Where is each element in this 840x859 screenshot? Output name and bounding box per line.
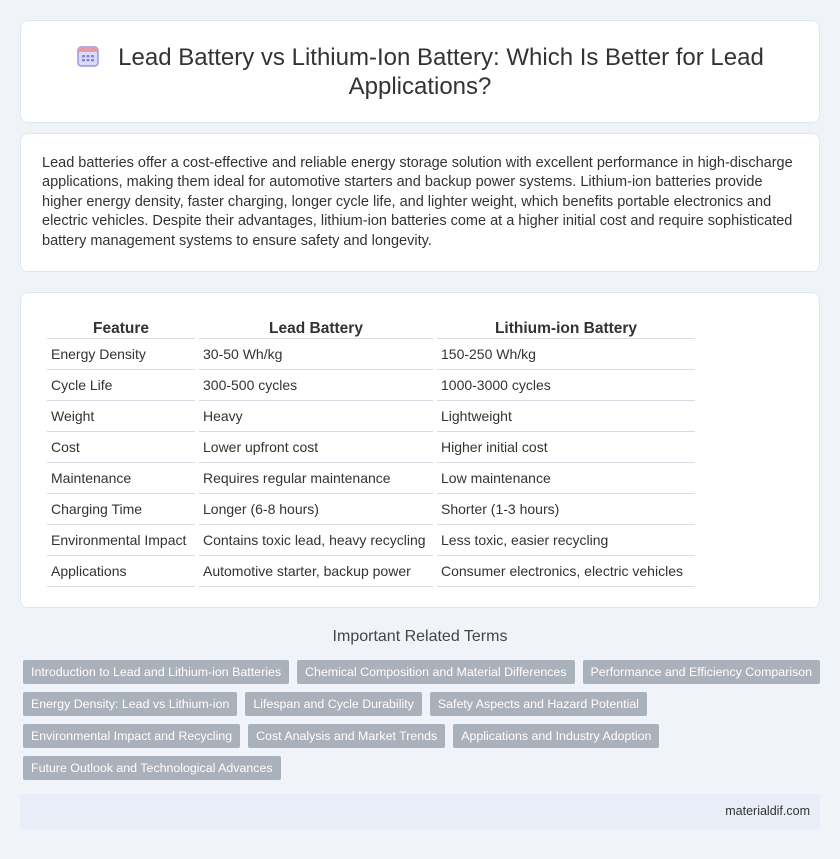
header-lead-battery: Lead Battery [199,315,433,339]
related-terms-title: Important Related Terms [332,628,508,645]
related-term-tag[interactable]: Future Outlook and Technological Advances [23,756,281,780]
related-term-tag[interactable]: Chemical Composition and Material Differences [297,660,574,684]
lead-cell: Contains toxic lead, heavy recycling [199,525,433,556]
related-term-tag[interactable]: Performance and Efficiency Comparison [583,660,821,684]
lead-cell: 300-500 cycles [199,370,433,401]
lead-cell: Lower upfront cost [199,432,433,463]
intro-paragraph: Lead batteries offer a cost-effective and reliable energy storage solution with excellent performance in high-discharge applications, making them ideal for automotive starters and backup power systems. Lithium-ion batteries provide higher energy density, faster charging, longer cycle life, and lighter weight, which benefits portable electronics and electric vehicles. Despite their advantages, lithium-ion batteries come at a higher initial cost and require sophisticated battery management systems to ensure safety and longevity. [42,155,793,249]
lithium-cell: Low maintenance [437,463,695,494]
table-header-row [47,315,695,339]
lithium-cell: 150-250 Wh/kg [437,339,695,370]
header-feature: Feature [47,315,195,339]
intro-card [20,133,820,272]
table-row [47,556,695,587]
calendar-icon [76,44,100,68]
feature-cell: Energy Density [47,339,195,370]
lithium-cell: Shorter (1-3 hours) [437,494,695,525]
feature-cell: Cycle Life [47,370,195,401]
feature-cell: Cost [47,432,195,463]
related-term-tag[interactable]: Introduction to Lead and Lithium-ion Batteries [23,660,289,684]
table-row [47,494,695,525]
comparison-table [43,315,699,587]
feature-cell: Maintenance [47,463,195,494]
related-term-tag[interactable]: Energy Density: Lead vs Lithium-ion [23,692,237,716]
related-term-tag[interactable]: Cost Analysis and Market Trends [248,724,445,748]
footer-site-link[interactable]: materialdif.com [725,804,810,818]
feature-cell: Environmental Impact [47,525,195,556]
related-term-tag[interactable]: Safety Aspects and Hazard Potential [430,692,647,716]
lithium-cell: Higher initial cost [437,432,695,463]
comparison-card [20,292,820,608]
page-title: Lead Battery vs Lithium-Ion Battery: Which Is Better for Lead Applications? [118,44,764,100]
table-row [47,432,695,463]
related-terms-list [23,660,823,788]
table-row [47,339,695,370]
lithium-cell: Less toxic, easier recycling [437,525,695,556]
lithium-cell: Lightweight [437,401,695,432]
footer-bar [20,794,820,829]
related-term-tag[interactable]: Lifespan and Cycle Durability [245,692,421,716]
lead-cell: Automotive starter, backup power [199,556,433,587]
lead-cell: Heavy [199,401,433,432]
lead-cell: 30-50 Wh/kg [199,339,433,370]
header-lithium-ion-battery: Lithium-ion Battery [437,315,695,339]
table-row [47,401,695,432]
feature-cell: Weight [47,401,195,432]
lithium-cell: 1000-3000 cycles [437,370,695,401]
table-row [47,525,695,556]
feature-cell: Applications [47,556,195,587]
feature-cell: Charging Time [47,494,195,525]
related-term-tag[interactable]: Applications and Industry Adoption [453,724,659,748]
lead-cell: Longer (6-8 hours) [199,494,433,525]
header-card [20,20,820,123]
lead-cell: Requires regular maintenance [199,463,433,494]
page-title-row [61,43,779,101]
related-term-tag[interactable]: Environmental Impact and Recycling [23,724,240,748]
table-row [47,463,695,494]
lithium-cell: Consumer electronics, electric vehicles [437,556,695,587]
table-row [47,370,695,401]
